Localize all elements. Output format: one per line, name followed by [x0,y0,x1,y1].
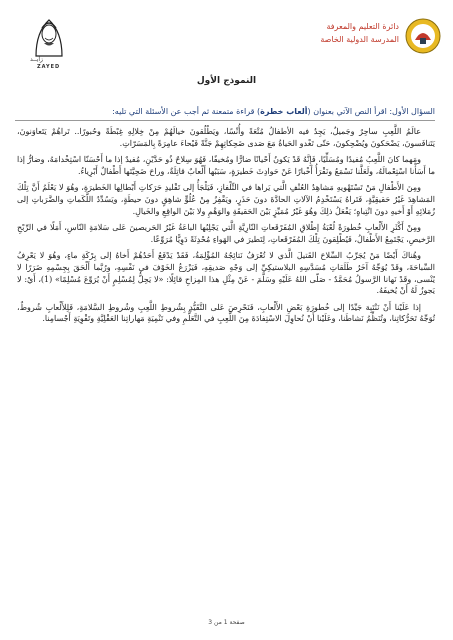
zayed-portrait-icon [28,10,70,60]
paragraph: وهُناكَ أَيْضًا مَنْ يُجَرِّبُ السِّلاحَ القَتيلَ الَّذي لا تُعْرَفُ نَتائِجُهُ المُؤْلِمَةُ، فَقَدْ يَدْفَعُ أَحَدُهُمْ أَخاهُ إلى بِرْكَةِ ماءٍ، وهُوَ لا يَعْرِفُ السِّباحَةَ، وقَدْ يُوَجِّهُ آخَرُ طَلَقاتِ مُسَدَّسِهِ البلاستيكِيِّ إلى وَجْهِ صَديقِهِ، فَيَزْرَعُ الخَوْفَ في نَفْسِهِ، ورُبَّما أَلْحَقَ بِجِسْمِهِ ضَرَرًا لا يُنْسى، وقَدْ نَهانا الرَّسولُ مُحَمَّدٌ - صَلّى اللهُ عَلَيْهِ وسَلَّمَ - عَنْ مِثْلِ هذا المِزاحِ قائِلًا: «لا يَحِلُّ لِمُسْلِمٍ أَنْ يُرَوِّعَ مُسْلِمًا» (1)، أَيْ: لا يَجوزُ لَهُ أَنْ يُخيفَهُ. [17,251,435,296]
paragraph: ومَهما كانَ اللَّعِبُ مُفيدًا ومُسَلِّيًا، فَإِنَّهُ قَدْ يَكونُ أَحْيانًا ضارًّا ومُخيفًا، فَهُوَ سِلاحٌ ذُو حَدَّيْنِ، مُفيدٌ إذا ما أَحْسَنّا اسْتِخْدامَهُ، وضارٌّ إذا ما أَسَأْنا اسْتِعْمالَهُ، ولَعَلَّنا نَسْمَعُ ونَقْرَأُ أَخْبارًا عَنْ حَوادِثَ خَطيرَةٍ، سَبَبُها أَلْعابٌ قاتِلَةٌ، وراحَ ضَحِيَّتَها أَطْفالٌ أَبْرِياءُ. [17,155,435,176]
school-line-2: المدرسة الدولية الخاصة [320,35,399,44]
paragraph: إذا عَلَيْنا أَنْ نَنْتَبِهَ جَيِّدًا إلى خُطورَةِ بَعْضِ الأَلْعابِ، فَنَحْرِصَ عَلى التَّقَيُّدِ بِشُروطِ اللَّعِبِ وشُروطِ السَّلامَةِ، فَلِلأَلْعابِ شُروطٌ، تُوَجِّهُ تَحَرُّكاتِنا، وتُنَظِّمُ نَشاطَنا، وعَلَيْنا أَنْ نُحاوِلَ الاسْتِفادَةَ مِنَ اللَّعِبِ في التَّعَلُّمِ وفي تَنْمِيَةِ مَهاراتِنا العَقْلِيَّةِ وتَقْوِيَةِ أَجْسامِنا. [17,302,435,324]
page-title: النموذج الأول [196,76,257,86]
header [0,10,453,70]
school-line-1: دائرة التعليم والمعرفة [326,22,399,31]
school-name [320,20,399,46]
question-suffix: ) قراءة متمعنة ثم أجب عن الأسئلة التي تليه: [112,107,261,116]
paragraph: ومِنَ الأَطْفالِ مَنْ تَسْتَهْويهِ مَشاهِدُ العُنْفِ الَّتي يَراها في التِّلْفازِ، فَيَلْجَأُ إلى تَقْليدِ حَرَكاتِ أَبْطالِها الخَطيرَةِ، وهُوَ لا يَعْلَمُ أَنَّ تِلْكَ المَشاهِدَ غَيْرُ حَقيقِيَّةٍ، فَتَراهُ يَسْتَخْدِمُ الآلاتِ الحادَّةَ دونَ حَذَرٍ، ويَقْفِزُ مِنْ عُلُوٍّ شاهِقٍ دونَ حيطَةٍ، ويَسُدِّدُ اللَّكَماتِ والضَّرَباتِ إلى زُمَلائِهِ أَوْ أَخيهِ دونَ انْتِباهٍ؛ يَفْعَلُ ذلِكَ وهُوَ غَيْرُ مُمَيِّزٍ بَيْنَ الحَقيقَةِ والوَهْمِ ولا بَيْنَ الواقِعِ والخَيالِ. [17,183,435,216]
zayed-arabic-label: زايــد [30,56,43,63]
school-logo-icon [405,18,441,54]
question-highlight: ألعاب خطرة [260,107,308,116]
zayed-english-label: ZAYED [37,64,61,70]
question-prompt [15,106,435,117]
question-prefix: السؤال الأول: اقرأ النص الآتي بعنوان ( [307,107,435,116]
passage-text [17,126,435,616]
divider [15,120,435,121]
page-number: صفحة 1 من 3 [208,619,245,626]
paragraph: ومِنْ أَكْثَرِ الأَلْعابِ خُطورَةً لُعْبَةُ إطْلاقِ المُفَرْقَعاتِ النّارِيَّةِ الَّتي يَجْلِبُها الباعَةُ غَيْرُ الحَريصينَ عَلى سَلامَةِ النّاسِ، أَمَلًا في الرِّبْحِ الرَّخيصِ، يَجْتَمِعُ الأَطْفالُ، فَيُطْلِقونَ تِلْكَ المُفَرْقَعاتِ، لِتَطيرَ في الهَواءِ مُحْدِثَةً دَوِيًّا مُرَوِّعًا. [17,223,435,244]
paragraph: عالَمُ اللَّعِبِ ساحِرٌ وجَميلٌ، يَجِدُ فيه الأطفالُ مُتْعَةً وأُنْسًا، ويَطْلُقونَ خيالَهُمْ مِنْ خِلالِهِ غِبْطَةً وحُبورًا.. تَراهُمْ يَتَعاوَنونَ، يَتَنافَسونَ، يَضْحَكونَ ويُضْحِكونَ، حَتّى تَغْدو الحَياةُ مَعَ صَدى ضَحِكاتِهِمْ جَنَّةً فَيْحاءَ عامِرَةً بِالمَسَرّاتِ. [17,127,435,148]
